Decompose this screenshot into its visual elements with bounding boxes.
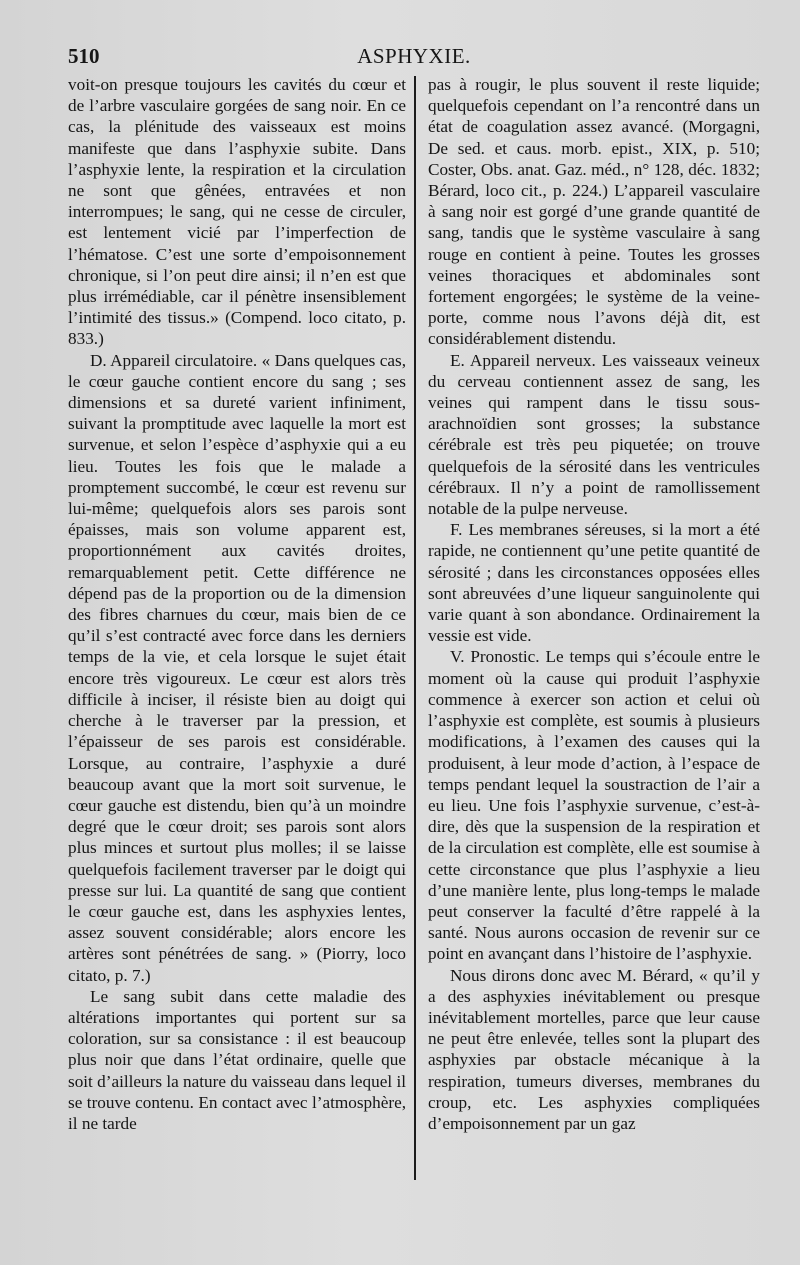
paragraph: pas à rougir, le plus souvent il reste liquide; quelquefois cependant on l’a rencontré dans un état de coagulation assez avancé. (Morgagni, De sed. et caus. morb. epist., XIX, p. 510; Coster, Obs. anat. Gaz. méd., n° 128, déc. 1832; Bérard, loco cit., p. 224.) L’appareil vasculaire à sang noir est gorgé d’une grande quantité de sang, tandis que le système vasculaire à sang rouge en contient à peine. Toutes les grosses veines thoraciques et abdominales sont fortement engorgées; le système de la veine-porte, comme nous l’avons déjà dit, est considérablement distendu. — [428, 75, 760, 349]
paragraph: V. Pronostic. Le temps qui s’écoule entre le moment où la cause qui produit l’asphyxie commence à exercer son action et celui où l’asphyxie est complète, est soumis à plusieurs modifications, à l’examen des causes qui la produisent, à leur mode d’action, à l’espace de temps pendant lequel la soustraction de l’air a eu lieu. Une fois l’asphyxie survenue, c’est-à-dire, dès que la suspension de la respiration et de la circulation est complète, elle est soumise à cette circonstance que plus l’asphyxie a lieu d’une manière lente, plus long-temps le malade peut conserver la faculté d’être rappelé à la santé. Nous aurons occasion de revenir sur ce point en avançant dans l’histoire de l’asphyxie. — [428, 647, 760, 964]
paragraph: E. Appareil nerveux. Les vaisseaux veineux du cerveau contiennent assez de sang, les veines qui rampent dans le tissu sous-arachnoïdien sont grosses; la substance cérébrale est très peu piquetée; on trouve quelquefois de la sérosité dans les ventricules cérébraux. Il n’y a point de ramollissement notable de la pulpe nerveuse. — [428, 350, 760, 519]
page-header — [68, 44, 760, 72]
paragraph: F. Les membranes séreuses, si la mort a été rapide, ne contiennent qu’une petite quantité de sérosité ; dans les circonstances opposées elles sont abreuvées d’une liqueur sanguinolente qui varie quant à son abondance. Ordinairement la vessie est vide. — [428, 520, 760, 646]
paragraph: D. Appareil circulatoire. « Dans quelques cas, le cœur gauche contient encore du sang ; ses dimensions et sa dureté varient infiniment, suivant la promptitude avec laquelle la mort est survenue, et selon l’espèce d’asphyxie qui a eu lieu. Toutes les fois que le malade a promptement succombé, le cœur est revenu sur lui-même; quelquefois alors ses parois sont épaisses, mais son volume apparent est, proportionnément aux cavités droites, remarquablement petit. Cette différence ne dépend pas de la proportion ou de la dimension des fibres charnues du cœur, mais bien de ce qu’il s’est contracté avec force dans les derniers temps de la vie, et cela lorsque le sujet était encore très vigoureux. Le cœur est alors très difficile à inciser, il résiste bien au doigt qui cherche à le traverser par la pression, et l’épaisseur de ses parois est considérable. Lorsque, au contraire, l’asphyxie a duré beaucoup avant que la mort soit survenue, le cœur gauche est distendu, bien qu’à un moindre degré que le cœur droit; ses parois sont alors plus minces et surtout plus molles; il se laisse quelquefois facilement traverser par le doigt qui presse sur lui. La quantité de sang que contient le cœur gauche est, dans les asphyxies lentes, assez souvent considérable; alors encore les artères sont pénétrées de sang. » (Piorry, loco citato, p. 7.) — [68, 350, 406, 985]
paragraph: Nous dirons donc avec M. Bérard, « qu’il y a des asphyxies inévitablement ou presque inévitablement mortelles, parce que leur cause ne peut être enlevée, telles sont la plupart des asphyxies par obstacle mécanique à la respiration, tumeurs diverses, membranes du croup, etc. Les asphyxies compliquées d’empoisonnement par un gaz — [428, 965, 760, 1133]
page-number: 510 — [68, 44, 100, 68]
right-column — [428, 74, 760, 1134]
paragraph: Le sang subit dans cette maladie des altérations importantes qui portent sur sa coloration, sur sa consistance : il est beaucoup plus noir que dans l’état ordinaire, quelle que soit d’ailleurs la nature du vaisseau dans lequel il se trouve contenu. En contact avec l’atmosphère, il ne tarde — [68, 986, 406, 1133]
left-column — [68, 74, 406, 1134]
running-title: ASPHYXIE. — [357, 44, 471, 68]
paragraph: voit-on presque toujours les cavités du cœur et de l’arbre vasculaire gorgées de sang noir. En ce cas, la plénitude des vaisseaux est moins manifeste que dans l’asphyxie subite. Dans l’asphyxie lente, la respiration et la circulation ne sont que gênées, entravées et non interrompues; le sang, qui ne cesse de circuler, est lentement vicié par l’imperfection de l’hématose. C’est une sorte d’empoisonnement chronique, si l’on peut dire ainsi; il n’en est que plus irrémédiable, car il pénètre insensiblement l’intimité des tissus.» (Compend. loco citato, p. 833.) — [68, 75, 406, 349]
column-divider — [414, 76, 416, 1180]
